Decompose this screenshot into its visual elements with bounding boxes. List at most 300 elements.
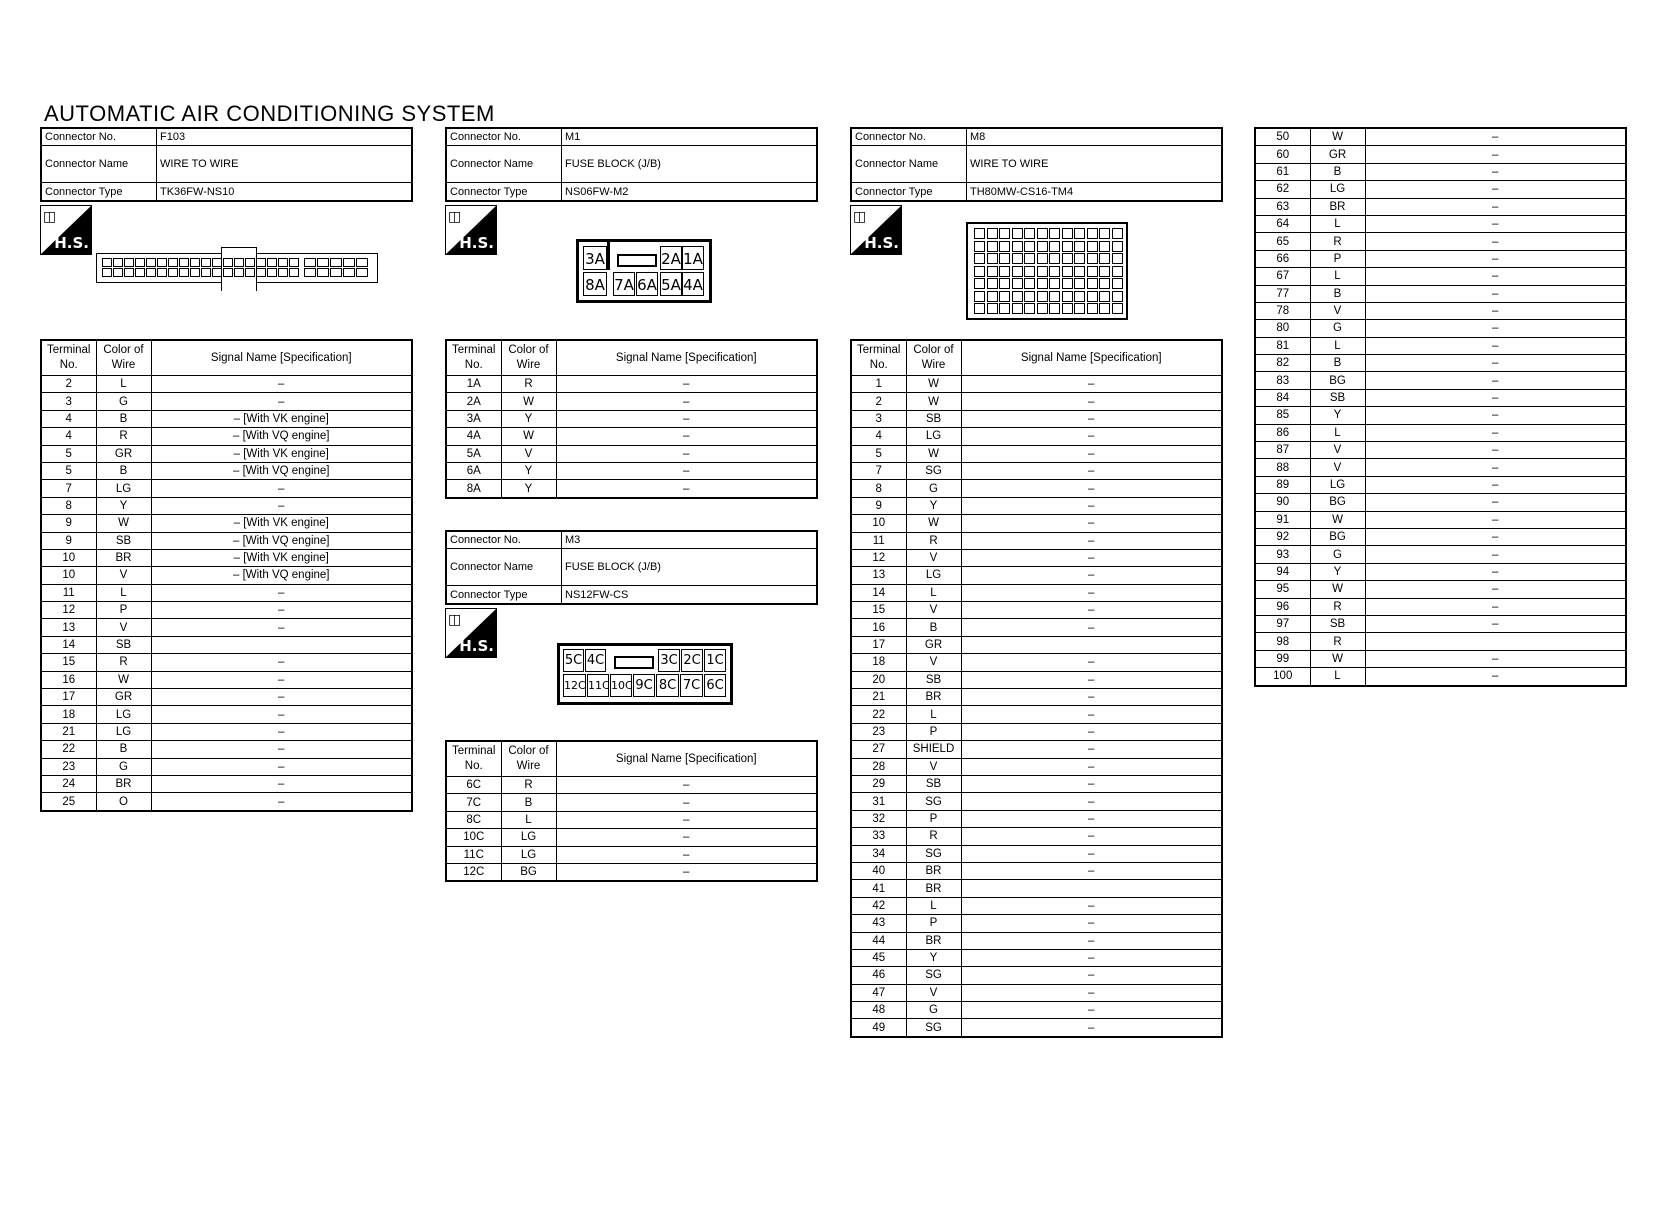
signal-name: – <box>961 671 1222 688</box>
terminal-row <box>41 549 412 566</box>
pin-cavity <box>1112 228 1123 239</box>
pin-cavity <box>999 278 1010 289</box>
pin-cavity <box>1037 228 1048 239</box>
wire-color: LG <box>96 480 151 497</box>
signal-name: – <box>556 777 817 794</box>
wire-color: R <box>1310 598 1365 615</box>
terminal-row <box>41 584 412 601</box>
terminal-no: 17 <box>41 689 96 706</box>
connector-name-label: Connector Name <box>446 549 562 586</box>
connector-type-value: NS06FW-M2 <box>562 183 818 201</box>
terminal-no: 15 <box>41 654 96 671</box>
terminal-no: 83 <box>1255 372 1310 389</box>
pin-cavity <box>245 268 255 277</box>
signal-name: – <box>1365 668 1626 686</box>
wire-color: G <box>1310 320 1365 337</box>
wire-color: W <box>1310 650 1365 667</box>
terminal-no: 23 <box>41 758 96 775</box>
signal-name: – <box>151 775 412 792</box>
pin-cavity <box>343 268 355 277</box>
pin-cavity <box>223 268 233 277</box>
pin-cavity <box>102 268 112 277</box>
terminal-row <box>851 410 1222 427</box>
pin-cavity <box>1062 241 1073 252</box>
pin-cavity <box>343 258 355 267</box>
pin-cavity <box>974 253 985 264</box>
pin-cavity <box>1012 278 1023 289</box>
signal-name: – <box>961 376 1222 393</box>
signal-name: – <box>961 741 1222 758</box>
wire-color-header: Color of Wire <box>501 340 556 376</box>
wire-color: L <box>96 376 151 393</box>
connector-no-label: Connector No. <box>41 128 157 146</box>
terminal-no-header: Terminal No. <box>851 340 906 376</box>
signal-name: – <box>151 723 412 740</box>
pin-cavity <box>1112 253 1123 264</box>
terminal-row <box>851 810 1222 827</box>
terminal-no: 11C <box>446 846 501 863</box>
pin-cavity <box>1012 241 1023 252</box>
wire-color: B <box>906 619 961 636</box>
pin: 6C <box>704 674 726 697</box>
wire-color-header: Color of Wire <box>96 340 151 376</box>
terminal-row <box>851 1019 1222 1037</box>
connector-face-f103 <box>96 247 378 287</box>
terminal-row <box>41 654 412 671</box>
terminal-row <box>1255 494 1626 511</box>
wire-color: SB <box>906 775 961 792</box>
connector-name-label: Connector Name <box>41 146 157 183</box>
pin-cavity <box>1074 291 1085 302</box>
terminal-no: 96 <box>1255 598 1310 615</box>
signal-name: – <box>961 862 1222 879</box>
terminal-row <box>851 619 1222 636</box>
terminal-row <box>41 758 412 775</box>
hs-harness-side-icon: ◫ H.S. <box>850 205 902 255</box>
pin-cavity <box>1087 241 1098 252</box>
pin-cavity <box>212 258 222 267</box>
signal-name: – <box>961 410 1222 427</box>
pin-cavity <box>330 258 342 267</box>
terminal-no: 85 <box>1255 407 1310 424</box>
terminal-no: 22 <box>851 706 906 723</box>
terminal-no: 16 <box>41 671 96 688</box>
signal-name: – <box>1365 163 1626 180</box>
signal-name: – <box>961 967 1222 984</box>
wire-color: R <box>501 777 556 794</box>
wire-color: P <box>1310 250 1365 267</box>
wire-color: LG <box>1310 476 1365 493</box>
terminal-no: 8C <box>446 811 501 828</box>
wire-color: SG <box>906 967 961 984</box>
terminal-row <box>851 671 1222 688</box>
terminal-row <box>41 723 412 740</box>
signal-name: – <box>961 619 1222 636</box>
signal-name: – <box>556 393 817 410</box>
terminal-row <box>1255 372 1626 389</box>
pin-cavity <box>1049 291 1060 302</box>
terminal-row <box>1255 528 1626 545</box>
connector-type-value: TH80MW-CS16-TM4 <box>967 183 1223 201</box>
pin-cavity <box>1012 266 1023 277</box>
wire-color: R <box>96 428 151 445</box>
terminal-row <box>1255 546 1626 563</box>
signal-name-header: Signal Name [Specification] <box>151 340 412 376</box>
wire-color: L <box>96 584 151 601</box>
pin-cavity <box>356 258 368 267</box>
wire-color: SHIELD <box>906 741 961 758</box>
wire-color: V <box>1310 302 1365 319</box>
terminal-row <box>41 636 412 653</box>
terminal-row <box>851 654 1222 671</box>
signal-name: – <box>1365 650 1626 667</box>
pin: 7C <box>680 674 703 697</box>
terminal-no: 32 <box>851 810 906 827</box>
wire-color: BG <box>1310 528 1365 545</box>
pin-cavity <box>987 303 998 314</box>
pin-cavity <box>190 268 200 277</box>
signal-name-header: Signal Name [Specification] <box>556 741 817 777</box>
wire-color: P <box>906 810 961 827</box>
pin-cavity <box>256 268 266 277</box>
pin: 1C <box>704 649 726 672</box>
terminal-no: 88 <box>1255 459 1310 476</box>
signal-name: – <box>1365 320 1626 337</box>
terminal-no: 14 <box>851 584 906 601</box>
pin-cavity <box>356 268 368 277</box>
signal-name: – [With VQ engine] <box>151 428 412 445</box>
signal-name: – <box>1365 563 1626 580</box>
terminal-no: 15 <box>851 602 906 619</box>
pin-cavity <box>974 291 985 302</box>
terminal-row <box>851 775 1222 792</box>
pin: 2C <box>681 649 703 672</box>
terminal-row <box>446 376 817 393</box>
terminal-row <box>1255 442 1626 459</box>
terminal-row <box>1255 337 1626 354</box>
pin: 7A <box>613 272 635 296</box>
terminal-row <box>851 689 1222 706</box>
terminal-row <box>851 758 1222 775</box>
terminal-no: 49 <box>851 1019 906 1037</box>
signal-name: – <box>961 393 1222 410</box>
terminal-table-m8-continued <box>1254 127 1627 687</box>
pin-cavity <box>1074 241 1085 252</box>
terminal-no: 2A <box>446 393 501 410</box>
terminal-no: 77 <box>1255 285 1310 302</box>
terminal-row <box>851 706 1222 723</box>
terminal-row <box>851 602 1222 619</box>
signal-name: – <box>961 497 1222 514</box>
wire-color: B <box>1310 355 1365 372</box>
wire-color: R <box>906 532 961 549</box>
pin-cavity <box>1087 278 1098 289</box>
terminal-row <box>446 480 817 498</box>
pin-cavity <box>146 258 156 267</box>
connector-no-value: M8 <box>967 128 1223 146</box>
terminal-row <box>851 862 1222 879</box>
signal-name: – <box>961 915 1222 932</box>
wire-color: Y <box>1310 563 1365 580</box>
pin-cavity <box>267 268 277 277</box>
terminal-no: 67 <box>1255 268 1310 285</box>
pin-cavity <box>974 266 985 277</box>
pin-cavity <box>1037 253 1048 264</box>
wire-color: SB <box>906 671 961 688</box>
terminal-row <box>1255 128 1626 146</box>
signal-name: – <box>1365 285 1626 302</box>
terminal-no: 44 <box>851 932 906 949</box>
connector-info-m3 <box>445 530 818 605</box>
signal-name: – <box>151 480 412 497</box>
terminal-row <box>1255 476 1626 493</box>
terminal-no: 89 <box>1255 476 1310 493</box>
pin-cavity <box>1062 253 1073 264</box>
terminal-row <box>851 1002 1222 1019</box>
signal-name: – <box>961 532 1222 549</box>
wire-color: SB <box>96 532 151 549</box>
wire-color: W <box>1310 581 1365 598</box>
terminal-no: 9 <box>41 515 96 532</box>
signal-name: – [With VK engine] <box>151 445 412 462</box>
pin-cavity <box>999 266 1010 277</box>
signal-name: – <box>1365 250 1626 267</box>
connector-m3-panel <box>445 530 818 605</box>
signal-name: – [With VQ engine] <box>151 532 412 549</box>
terminal-no: 21 <box>41 723 96 740</box>
pin-cavity <box>1112 303 1123 314</box>
terminal-no: 64 <box>1255 215 1310 232</box>
pin-cavity <box>1099 241 1110 252</box>
wire-color: B <box>96 410 151 427</box>
connector-type-label: Connector Type <box>446 586 562 604</box>
terminal-row <box>851 515 1222 532</box>
pin: 1A <box>682 246 704 270</box>
wire-color: W <box>1310 128 1365 146</box>
terminal-row <box>1255 650 1626 667</box>
wire-color: L <box>501 811 556 828</box>
terminal-row <box>1255 285 1626 302</box>
terminal-table-m1 <box>445 339 818 499</box>
pin-cavity <box>1099 303 1110 314</box>
signal-name: – <box>961 480 1222 497</box>
terminal-row <box>851 549 1222 566</box>
wire-color: V <box>906 602 961 619</box>
pin-cavity <box>999 253 1010 264</box>
terminal-no: 3 <box>851 410 906 427</box>
signal-name: – <box>151 584 412 601</box>
terminal-no: 46 <box>851 967 906 984</box>
terminal-no: 11 <box>41 584 96 601</box>
signal-name: – <box>1365 528 1626 545</box>
pin: 4A <box>682 272 704 296</box>
signal-name: – <box>1365 372 1626 389</box>
pin-cavity <box>190 258 200 267</box>
signal-name: – <box>961 689 1222 706</box>
pin-cavity <box>157 268 167 277</box>
connector-type-value: NS12FW-CS <box>562 586 818 604</box>
wire-color: LG <box>96 706 151 723</box>
wire-color: L <box>1310 424 1365 441</box>
terminal-row <box>41 428 412 445</box>
wire-color: W <box>96 515 151 532</box>
terminal-row <box>1255 320 1626 337</box>
signal-name: – <box>961 654 1222 671</box>
wire-color: B <box>501 794 556 811</box>
terminal-row <box>1255 268 1626 285</box>
pin-cavity <box>1062 228 1073 239</box>
signal-name: – <box>961 897 1222 914</box>
wire-color: G <box>96 758 151 775</box>
terminal-table-f103 <box>40 339 413 812</box>
terminal-no: 94 <box>1255 563 1310 580</box>
wire-color: L <box>1310 215 1365 232</box>
signal-name: – <box>556 428 817 445</box>
terminal-no: 34 <box>851 845 906 862</box>
signal-name: – <box>961 810 1222 827</box>
signal-name: – <box>961 793 1222 810</box>
wire-color: L <box>906 706 961 723</box>
wire-color: V <box>1310 459 1365 476</box>
pin-cavity <box>987 253 998 264</box>
pin-cavity <box>1062 291 1073 302</box>
connector-m8-panel <box>850 127 1223 202</box>
pin-cavity <box>1099 253 1110 264</box>
signal-name: – <box>1365 424 1626 441</box>
terminal-row <box>446 393 817 410</box>
terminal-no: 24 <box>41 775 96 792</box>
terminal-row <box>1255 424 1626 441</box>
terminal-row <box>41 410 412 427</box>
signal-name: – <box>1365 215 1626 232</box>
terminal-no: 99 <box>1255 650 1310 667</box>
wire-color: BR <box>1310 198 1365 215</box>
terminal-row <box>1255 355 1626 372</box>
pin-cavity <box>146 268 156 277</box>
pin-cavity <box>1074 228 1085 239</box>
wire-color: BR <box>906 880 961 897</box>
pin-cavity <box>1024 278 1035 289</box>
connector-plug-icon: ◫ <box>448 208 462 224</box>
signal-name: – <box>961 428 1222 445</box>
signal-name: – <box>961 984 1222 1001</box>
pin-cavity <box>124 258 134 267</box>
pin-cavity <box>1062 303 1073 314</box>
pin-cavity <box>1062 278 1073 289</box>
pin-cavity <box>157 258 167 267</box>
pin-cavity <box>234 268 244 277</box>
connector-type-label: Connector Type <box>41 183 157 201</box>
pin-cavity <box>1062 266 1073 277</box>
pin-cavity <box>278 258 288 267</box>
terminal-table-m8 <box>850 339 1223 1038</box>
terminal-no: 1A <box>446 376 501 393</box>
connector-no-label: Connector No. <box>851 128 967 146</box>
pin-cavity <box>1024 241 1035 252</box>
wire-color: BR <box>906 689 961 706</box>
wire-color: LG <box>906 428 961 445</box>
wire-color: LG <box>906 567 961 584</box>
pin-cavity <box>987 241 998 252</box>
signal-name: – [With VQ engine] <box>151 567 412 584</box>
terminal-no: 50 <box>1255 128 1310 146</box>
terminal-row <box>851 462 1222 479</box>
wire-color: W <box>501 428 556 445</box>
terminal-row <box>446 777 817 794</box>
pin-cavity <box>1049 266 1060 277</box>
terminal-no: 80 <box>1255 320 1310 337</box>
terminal-row <box>851 567 1222 584</box>
terminal-no: 3 <box>41 393 96 410</box>
terminal-no: 33 <box>851 828 906 845</box>
wire-color: R <box>1310 233 1365 250</box>
connector-no-value: M1 <box>562 128 818 146</box>
signal-name: – <box>151 602 412 619</box>
page-title: AUTOMATIC AIR CONDITIONING SYSTEM <box>44 101 495 126</box>
pin-cavity <box>999 291 1010 302</box>
pin-cavity <box>278 268 288 277</box>
pin-cavity <box>987 266 998 277</box>
pin-cavity <box>245 258 255 267</box>
wire-color: GR <box>96 445 151 462</box>
pin-cavity <box>1099 228 1110 239</box>
signal-name: – <box>1365 442 1626 459</box>
connector-face-m8 <box>966 222 1128 320</box>
pin: 3C <box>658 649 680 672</box>
wire-color: SB <box>1310 389 1365 406</box>
terminal-no: 60 <box>1255 146 1310 163</box>
wire-color: B <box>1310 285 1365 302</box>
signal-name: – <box>1365 494 1626 511</box>
pin-cavity <box>1024 228 1035 239</box>
terminal-row <box>41 393 412 410</box>
pin-cavity <box>1012 303 1023 314</box>
pin-cavity <box>987 291 998 302</box>
signal-name: – <box>151 706 412 723</box>
pin-cavity <box>113 268 123 277</box>
terminal-no: 7 <box>41 480 96 497</box>
terminal-row <box>446 410 817 427</box>
terminal-row <box>1255 146 1626 163</box>
terminal-row <box>41 480 412 497</box>
signal-name: – <box>961 567 1222 584</box>
pin-cavity <box>1087 253 1098 264</box>
wire-color: G <box>96 393 151 410</box>
signal-name: – <box>556 829 817 846</box>
signal-name: – <box>1365 407 1626 424</box>
signal-name: – <box>556 445 817 462</box>
connector-plug-icon: ◫ <box>853 208 867 224</box>
terminal-row <box>41 793 412 811</box>
pin: 2A <box>660 246 682 270</box>
terminal-row <box>446 863 817 881</box>
terminal-row <box>851 897 1222 914</box>
pin-cavity <box>1012 228 1023 239</box>
pin: 6A <box>636 272 658 296</box>
terminal-row <box>1255 389 1626 406</box>
connector-info-f103 <box>40 127 413 202</box>
wire-color: Y <box>906 949 961 966</box>
terminal-no: 5A <box>446 445 501 462</box>
wire-color: W <box>906 445 961 462</box>
terminal-no: 43 <box>851 915 906 932</box>
pin-cavity <box>1049 253 1060 264</box>
signal-name: – [With VK engine] <box>151 515 412 532</box>
signal-name: – <box>556 410 817 427</box>
connector-plug-icon: ◫ <box>43 208 57 224</box>
wire-color: BR <box>906 932 961 949</box>
signal-name: – <box>961 584 1222 601</box>
